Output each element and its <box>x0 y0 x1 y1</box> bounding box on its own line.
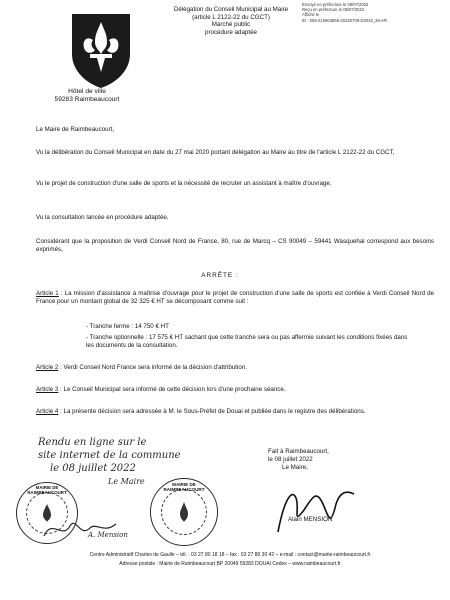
header-line: (article L 2122-22 du CGCT) <box>192 13 270 21</box>
footer-line-1: Centre Administratif Charles de Gaulle – tél. : 03 27 80 18 18 – fax : 03 27 80 30 42 – e-mail : contact@mairie-raimbeaucourt.fr <box>89 552 371 558</box>
handwritten-line: site internet de la commune <box>38 450 181 461</box>
town-crest-logo <box>68 10 134 90</box>
tranche-optionnelle: - Tranche optionnelle : 17 575 € HT sachant que cette tranche sera ou pas affermie suivant les conditions fixées dans les documents de la consultation. <box>86 334 408 350</box>
article-3-text: : Le Conseil Municipal sera informé de cette décision lors d'une prochaine séance. <box>60 386 286 393</box>
stamp-line: ID : 059-215904855-20220708-D2022_28-AR <box>302 17 387 23</box>
city-hall-label: Hôtel de ville <box>68 88 106 95</box>
considerant-paragraph: Considérant que la proposition de Verdi Conseil Nord de France, 80, rue de Marcq – CS 90049 – 59441 Wasquehal correspond aux besoins exprimés, <box>36 238 434 254</box>
handwritten-signature-left <box>40 510 120 546</box>
header-line: Délégation du Conseil Municipal au Maire <box>173 6 289 13</box>
vu-paragraph-3: Vu la consultation lancée en procédure adaptée, <box>36 214 169 221</box>
handwritten-line: Rendu en ligne sur le <box>38 437 147 448</box>
official-seal-right <box>150 478 218 546</box>
header-title-block <box>160 6 302 36</box>
article-4-label: Article 4 <box>36 408 59 415</box>
seal-emblem-icon <box>171 499 197 525</box>
seal-left-text: MAIRIE DE RAIMBEAUCOURT <box>27 485 67 495</box>
article-1 <box>36 290 434 306</box>
footer-line-2: Adresse postale : Mairie de Raimbeaucourt BP 20049 59283 DOUAI Cedex – www.raimbeaucourt.fr <box>119 561 341 567</box>
prefecture-stamp <box>302 2 446 40</box>
city-hall-address <box>52 88 122 104</box>
stamp-line: Reçu en préfecture le 08/07/2022 <box>302 7 365 13</box>
article-2-label: Article 2 <box>36 364 59 371</box>
signature-place: Fait à Raimbeaucourt, <box>268 448 329 455</box>
article-1-label: Article 1 <box>36 290 59 297</box>
arrete-heading: ARRÊTE : <box>201 272 239 279</box>
handwritten-line: Le Maire <box>108 477 145 486</box>
vu-paragraph-2: Vu le projet de construction d'une salle de sports et la nécessité de recruter un assistant à maître d'ouvrage, <box>36 180 332 187</box>
article-3-label: Article 3 <box>36 386 59 393</box>
mayor-signature <box>270 480 360 540</box>
vu-paragraph-1: Vu la délibération du Conseil Municipal en date du 27 mai 2020 portant délégation au Maire au titre de l'article L 2122-22 du CGCT, <box>36 149 395 156</box>
header-line: Marché public <box>211 21 251 29</box>
tranche-ferme: - Tranche ferme : 14 750 € HT <box>86 323 169 330</box>
intro-line: Le Maire de Raimbeaucourt, <box>36 126 115 133</box>
handwritten-line: le 08 juillet 2022 <box>50 463 136 474</box>
stamp-line: Envoyé en préfecture le 08/07/2022 <box>302 2 369 7</box>
article-4 <box>36 408 434 416</box>
signature-left-name: A. Mension <box>88 531 128 539</box>
article-2 <box>36 364 434 372</box>
mayor-name: Alain MENSION <box>288 516 333 523</box>
header-line: procédure adaptée <box>205 28 257 36</box>
article-2-text: : Verdi Conseil Nord France sera informé de la décision d'attribution. <box>60 364 247 371</box>
signature-block <box>268 448 388 473</box>
article-1-text: : La mission d'assistance à maîtrise d'ouvrage pour le projet de construction d'une salle de sports est confiée à Verdi Conseil Nord de France pour un montant global de 32 325 € HT se décomposant comme suit : <box>36 290 434 306</box>
article-4-text: : La présente décision sera adressée à M. le Sous-Préfet de Douai et publiée dans le registre des délibérations. <box>60 408 366 415</box>
handwritten-note <box>38 436 238 488</box>
seal-right-text: MAIRIE DE RAIMBEAUCOURT <box>163 482 205 492</box>
stamp-line: Affiché le <box>302 12 320 18</box>
city-postcode: 59283 Raimbeaucourt <box>54 96 120 103</box>
article-3 <box>36 386 434 394</box>
signature-date: le 08 juillet 2022 <box>268 456 313 464</box>
signature-title: Le Maire, <box>282 464 308 472</box>
